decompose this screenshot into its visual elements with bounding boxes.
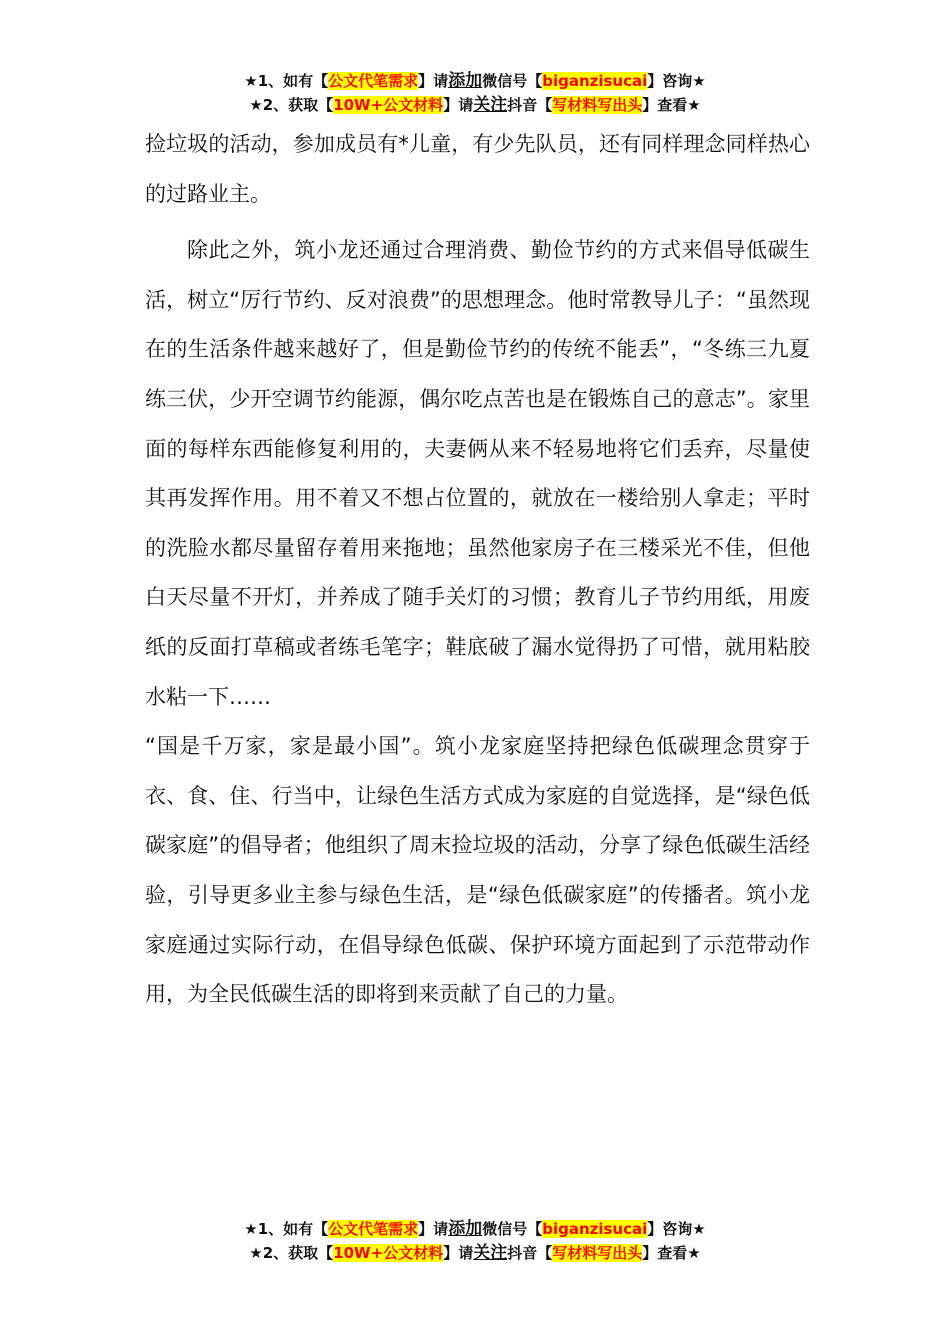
banner-highlight: 写材料写出头: [552, 96, 643, 114]
banner-emphasis: 关注: [473, 1243, 508, 1263]
banner-text: ★2、获取【: [249, 1244, 334, 1262]
banner-text: 微信号【: [482, 72, 543, 90]
banner-line-2: [0, 93, 950, 117]
banner-text: 】咨询★: [647, 72, 706, 90]
banner-emphasis: 添加: [448, 1219, 483, 1239]
banner-text: 】请: [418, 72, 449, 90]
banner-text: 】请: [443, 96, 474, 114]
banner-line-2: [0, 1241, 950, 1265]
paragraph-2: 除此之外，筑小龙还通过合理消费、勤俭节约的方式来倡导低碳生活，树立“厉行节约、反对浪费”的思想理念。他时常教导儿子：“虽然现在的生活条件越来越好了，但是勤俭节约的传统不能丢”，“冬练三九夏练三伏，少开空调节约能源，偶尔吃点苦也是在锻炼自己的意志”。家里面的每样东西能修复利用的，夫妻俩从来不轻易地将它们丢弃，尽量使其再发挥作用。用不着又不想占位置的，就放在一楼给别人拿走；平时的洗脸水都尽量留存着用来拖地；虽然他家房子在三楼采光不佳，但他白天尽量不开灯，并养成了随手关灯的习惯；教育儿子节约用纸，用废纸的反面打草稿或者练毛笔字；鞋底破了漏水觉得扔了可惜，就用粘胶水粘一下……: [145, 238, 810, 709]
banner-highlight: 公文代笔需求: [328, 72, 419, 90]
footer-banner: [0, 1217, 950, 1265]
banner-line-1: [0, 69, 950, 93]
banner-text: ★1、如有【: [244, 72, 329, 90]
banner-emphasis: 添加: [448, 71, 483, 91]
banner-text: ★2、获取【: [249, 96, 334, 114]
paragraph-1: 捡垃圾的活动，参加成员有*儿童，有少先队员，还有同样理念同样热心的过路业主。: [145, 132, 810, 206]
banner-text: 】咨询★: [647, 1220, 706, 1238]
banner-text: 】请: [418, 1220, 449, 1238]
banner-highlight: 写材料写出头: [552, 1244, 643, 1262]
banner-text: 】查看★: [642, 96, 701, 114]
document-body: [145, 120, 810, 1020]
banner-highlight: biganzisucai: [542, 1220, 648, 1238]
banner-text: 】查看★: [642, 1244, 701, 1262]
banner-highlight: biganzisucai: [542, 72, 648, 90]
banner-text: 抖音【: [507, 96, 553, 114]
banner-text: 】请: [443, 1244, 474, 1262]
banner-text: ★1、如有【: [244, 1220, 329, 1238]
banner-highlight: 10W+公文材料: [333, 1244, 444, 1262]
banner-highlight: 10W+公文材料: [333, 96, 444, 114]
banner-highlight: 公文代笔需求: [328, 1220, 419, 1238]
banner-line-1: [0, 1217, 950, 1241]
banner-text: 微信号【: [482, 1220, 543, 1238]
banner-emphasis: 关注: [473, 95, 508, 115]
header-banner: [0, 69, 950, 117]
banner-text: 抖音【: [507, 1244, 553, 1262]
paragraph-3: “国是千万家，家是最小国”。筑小龙家庭坚持把绿色低碳理念贯穿于衣、食、住、行当中，让绿色生活方式成为家庭的自觉选择，是“绿色低碳家庭”的倡导者；他组织了周末捡垃圾的活动，分享了绿色低碳生活经验，引导更多业主参与绿色生活，是“绿色低碳家庭”的传播者。筑小龙家庭通过实际行动，在倡导绿色低碳、保护环境方面起到了示范带动作用，为全民低碳生活的即将到来贡献了自己的力量。: [145, 734, 810, 1007]
